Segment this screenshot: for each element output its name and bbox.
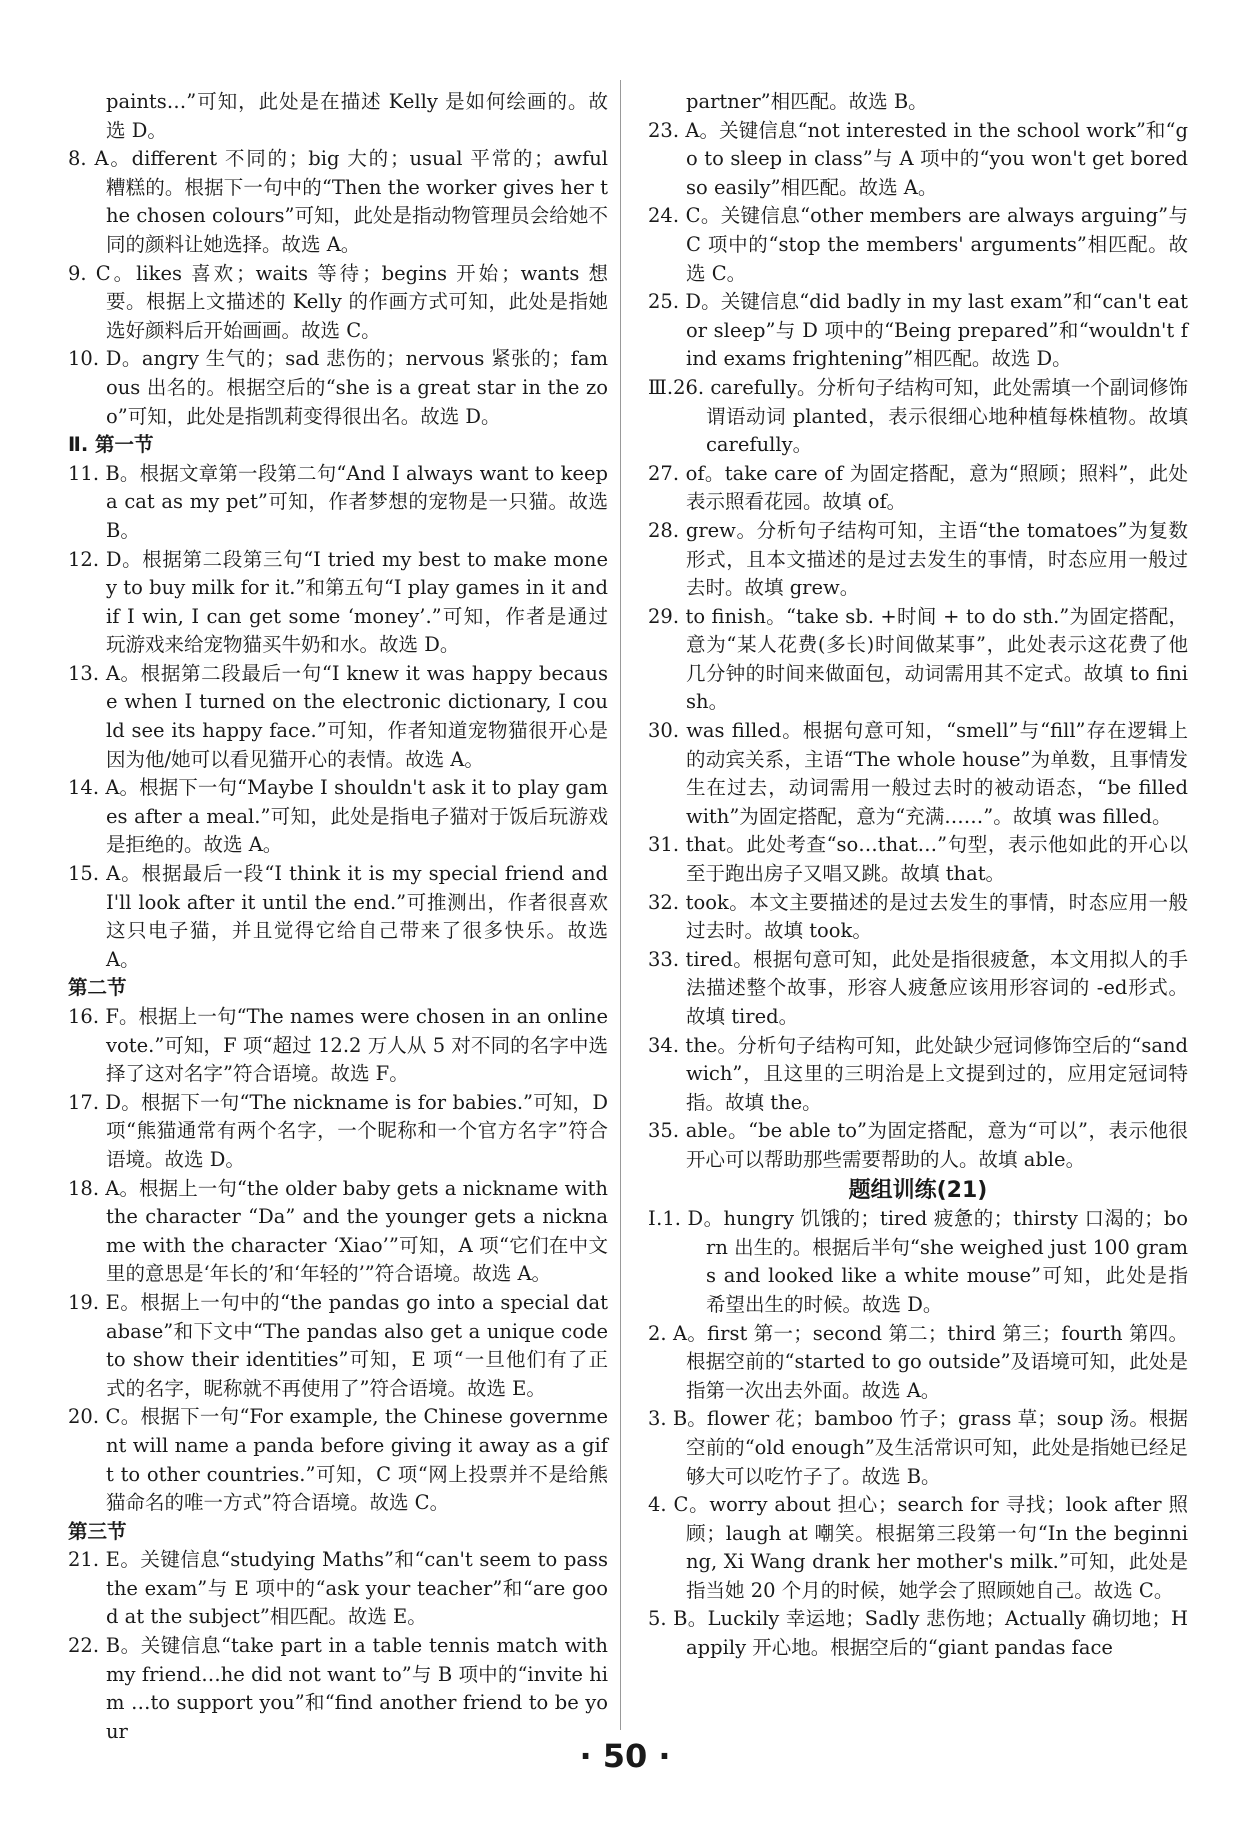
answer-item: 9. C。likes 喜欢；waits 等待；begins 开始；wants 想要。根据上文描述的 Kelly 的作画方式可知，此处是指她选好颜料后开始画画。故选 C。 [68, 261, 608, 342]
column-divider [620, 80, 621, 1730]
answer-item: 2. A。first 第一；second 第二；third 第三；fourth 第四。根据空前的“started to go outside”及语境可知，此处是指第一次出去外面。故选 A。 [648, 1321, 1188, 1402]
answer-item [648, 374, 1188, 460]
left-column [68, 88, 608, 1746]
answer-item: 23. A。关键信息“not interested in the school work”和“go to sleep in class”与 A 项中的“you won't get bored so easily”相匹配。故选 A。 [648, 118, 1188, 199]
part-numeral: Ⅰ. [648, 1207, 663, 1231]
answer-item: 11. B。根据文章第一段第二句“And I always want to keep a cat as my pet”可知，作者梦想的宠物是一只猫。故选 B。 [68, 461, 608, 542]
answer-text: 1. D。hungry 饥饿的；tired 疲惫的；thirsty 口渴的；born 出生的。根据后半句“she weighed just 100 grams and looked like a white mouse”可知，此处是指希望出生的时候。故选 D。 [662, 1207, 1189, 1316]
answer-text: 26. carefully。分析句子结构可知，此处需填一个副词修饰谓语动词 planted，表示很细心地种植每株植物。故填 carefully。 [673, 375, 1188, 457]
answer-item: 20. C。根据下一句“For example, the Chinese government will name a panda before giving it away as a gift to other countries.”可知，C 项“网上投票并不是给熊猫命名的唯一方式”符合语境。故选 C。 [68, 1405, 608, 1515]
answer-item: 8. A。different 不同的；big 大的；usual 平常的；awful 糟糕的。根据下一句中的“Then the worker gives her the chosen colours”可知，此处是指动物管理员会给她不同的颜料让她选择。故选 A。 [68, 147, 608, 256]
answer-item: 17. D。根据下一句“The nickname is for babies.”可知，D 项“熊猫通常有两个名字，一个昵称和一个官方名字”符合语境。故选 D。 [68, 1090, 608, 1171]
answer-item: 34. the。分析句子结构可知，此处缺少冠词修饰空后的“sandwich”，且这里的三明治是上文提到过的，应用定冠词特指。故填 the。 [648, 1033, 1188, 1114]
answer-continuation: paints…”可知，此处是在描述 Kelly 是如何绘画的。故选 D。 [106, 90, 608, 142]
answer-item: 33. tired。根据句意可知，此处是指很疲惫，本文用拟人的手法描述整个故事，形容人疲惫应该用形容词的 -ed形式。故填 tired。 [648, 947, 1188, 1028]
answer-item: 22. B。关键信息“take part in a table tennis match with my friend…he did not want to”与 B 项中的“invite him …to support you”和“find another friend to be your [68, 1634, 608, 1743]
page-number: · 50 · [579, 1737, 671, 1775]
exercise-group-title: 题组训练(21) [848, 1177, 988, 1203]
answer-item: 27. of。take care of 为固定搭配，意为“照顾；照料”，此处表示照看花园。故填 of。 [648, 461, 1188, 514]
section-heading: 第二节 [68, 976, 127, 1000]
answer-item: 35. able。“be able to”为固定搭配，意为“可以”，表示他很开心可以帮助那些需要帮助的人。故填 able。 [648, 1119, 1188, 1171]
answer-item: 29. to finish。“take sb. +时间 + to do sth.”为固定搭配，意为“某人花费(多长)时间做某事”，此处表示这花费了他几分钟的时间来做面包，动词需用其不定式。故填 to finish。 [648, 604, 1188, 714]
answer-item: 30. was filled。根据句意可知，“smell”与“fill”存在逻辑上的动宾关系，主语“The whole house”为单数，且事情发生在过去，动词需用一般过去时的被动语态，“be filled with”为固定搭配，意为“充满……”。故填 was filled。 [648, 719, 1188, 828]
answer-item: 5. B。Luckily 幸运地；Sadly 悲伤地；Actually 确切地；Happily 开心地。根据空后的“giant pandas face [648, 1607, 1188, 1660]
right-column [648, 88, 1188, 1663]
answer-item: 18. A。根据上一句“the older baby gets a nickname with the character “Da” and the younger gets a nickname with the character ‘Xiao’”可知，A 项“它们在中文里的意思是‘年长的’和‘年轻的’”符合语境。故选 A。 [68, 1176, 608, 1286]
section-heading: 第三节 [68, 1519, 127, 1543]
answer-item: 3. B。flower 花；bamboo 竹子；grass 草；soup 汤。根据空前的“old enough”及生活常识可知，此处是指她已经足够大可以吃竹子了。故选 B。 [648, 1407, 1188, 1488]
answer-item: 12. D。根据第二段第三句“I tried my best to make money to buy milk for it.”和第五句“I play games in it and if I win, I can get some ‘money’.”可知，作者是通过玩游戏来给宠物猫买牛奶和水。故选 D。 [68, 547, 608, 657]
answer-item: 25. D。关键信息“did badly in my last exam”和“can't eat or sleep”与 D 项中的“Being prepared”和“wouldn't find exams frightening”相匹配。故选 D。 [648, 290, 1188, 371]
answer-item: 19. E。根据上一句中的“the pandas go into a special database”和下文中“The pandas also get a unique code to show their identities”可知，E 项“一旦他们有了正式的名字，昵称就不再使用了”符合语境。故选 E。 [68, 1290, 608, 1400]
answer-continuation: partner”相匹配。故选 B。 [686, 90, 928, 113]
answer-item: 21. E。关键信息“studying Maths”和“can't seem to pass the exam”与 E 项中的“ask your teacher”和“are good at the subject”相匹配。故选 E。 [68, 1548, 608, 1629]
part-numeral: Ⅲ. [648, 375, 674, 399]
answer-item: 16. F。根据上一句“The names were chosen in an online vote.”可知，F 项“超过 12.2 万人从 5 对不同的名字中选择了这对名字”符合语境。故选 F。 [68, 1005, 608, 1086]
answer-item: 31. that。此处考查“so…that…”句型，表示他如此的开心以至于跑出房子又唱又跳。故填 that。 [648, 833, 1188, 886]
answer-item: 10. D。angry 生气的；sad 悲伤的；nervous 紧张的；famous 出名的。根据空后的“she is a great star in the zoo”可知，此处是指凯莉变得很出名。故选 D。 [68, 347, 608, 428]
answer-item: 14. A。根据下一句“Maybe I shouldn't ask it to play games after a meal.”可知，此处是指电子猫对于饭后玩游戏是拒绝的。故选 A。 [68, 776, 608, 857]
answer-item: 4. C。worry about 担心；search for 寻找；look after 照顾；laugh at 嘲笑。根据第三段第一句“In the beginning, Xi Wang drank her mother's milk.”可知，此处是指当她 20 个月的时候，她学会了照顾她自己。故选 C。 [648, 1493, 1188, 1602]
answer-item: 24. C。关键信息“other members are always arguing”与 C 项中的“stop the members' arguments”相匹配。故选 C。 [648, 204, 1188, 285]
answer-item: 28. grew。分析句子结构可知，主语“the tomatoes”为复数形式，且本文描述的是过去发生的事情，时态应用一般过去时。故填 grew。 [648, 518, 1188, 600]
answer-item: 15. A。根据最后一段“I think it is my special friend and I'll look after it until the end.”可推测出，作者很喜欢这只电子猫，并且觉得它给自己带来了很多快乐。故选 A。 [68, 862, 608, 971]
answer-item: 13. A。根据第二段最后一句“I knew it was happy because when I turned on the electronic dictionary, I could see its happy face.”可知，作者知道宠物猫很开心是因为他/她可以看见猫开心的表情。故选 A。 [68, 661, 608, 771]
section-heading: Ⅱ. 第一节 [68, 433, 154, 457]
answer-item: 32. took。本文主要描述的是过去发生的事情，时态应用一般过去时。故填 took。 [648, 890, 1188, 943]
answer-item [648, 1205, 1188, 1319]
